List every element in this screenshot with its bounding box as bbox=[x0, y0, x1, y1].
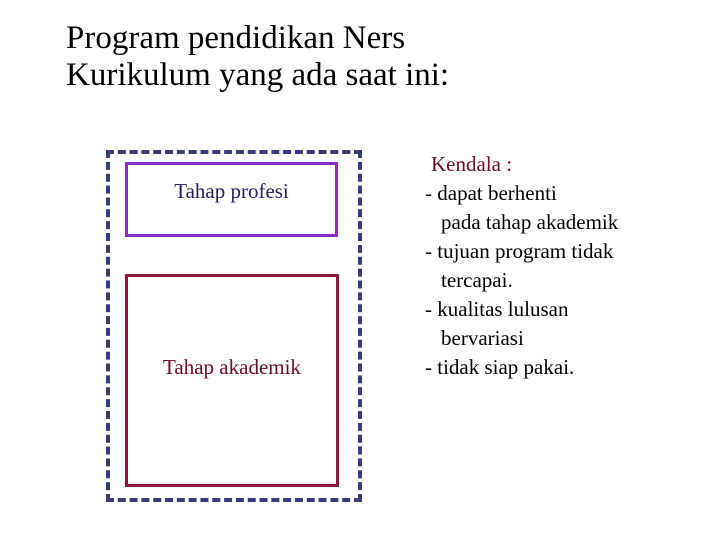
constraint-line: - dapat berhenti bbox=[425, 181, 557, 205]
constraint-line: - tidak siap pakai. bbox=[425, 355, 575, 379]
constraint-line: bervariasi bbox=[441, 326, 524, 350]
constraint-line: - kualitas lulusan bbox=[425, 297, 569, 321]
constraints-heading: Kendala : bbox=[431, 152, 513, 176]
constraint-line: tercapai. bbox=[441, 268, 513, 292]
constraint-line: pada tahap akademik bbox=[441, 210, 619, 234]
profesi-stage-label: Tahap profesi bbox=[174, 179, 289, 203]
akademik-stage-label: Tahap akademik bbox=[163, 355, 301, 379]
akademik-stage-box bbox=[125, 274, 339, 487]
slide-title bbox=[66, 20, 449, 94]
title-line-2: Kurikulum yang ada saat ini: bbox=[66, 57, 450, 93]
title-line-1: Program pendidikan Ners bbox=[66, 20, 406, 56]
constraints-notes bbox=[425, 150, 618, 382]
constraint-line: - tujuan program tidak bbox=[425, 239, 614, 263]
profesi-stage-box bbox=[125, 162, 338, 237]
